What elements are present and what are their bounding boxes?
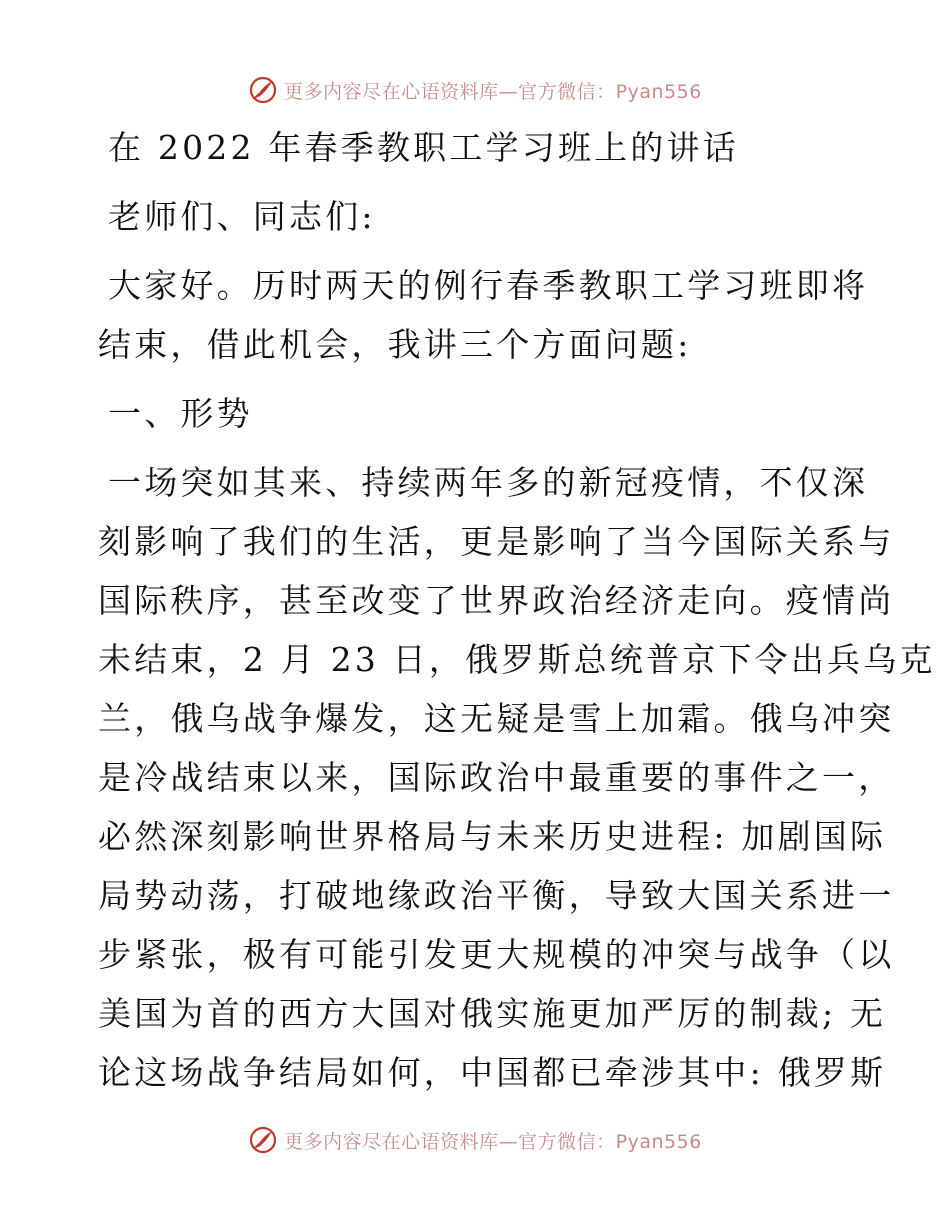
watermark-text: 更多内容尽在心语资料库—官方微信：Pyan556 <box>284 1130 702 1153</box>
paragraph-line: 兰，俄乌战争爆发，这无疑是雪上加霜。俄乌冲突 <box>98 699 895 738</box>
salutation: 老师们、同志们: <box>108 197 376 236</box>
paragraph-line: 一场突如其来、持续两年多的新冠疫情，不仅深 <box>108 463 869 502</box>
document-title: 在 2022 年春季教职工学习班上的讲话 <box>108 128 739 167</box>
paragraph-line: 是冷战结束以来，国际政治中最重要的事件之一， <box>98 758 895 797</box>
paragraph-line: 局势动荡，打破地缘政治平衡，导致大国关系进一 <box>98 876 895 915</box>
paragraph-line: 必然深刻影响世界格局与未来历史进程: 加剧国际 <box>98 817 887 856</box>
paragraph-line: 步紧张，极有可能引发更大规模的冲突与战争（以 <box>98 935 895 974</box>
paragraph-line: 大家好。历时两天的例行春季教职工学习班即将 <box>108 266 869 305</box>
document-body <box>98 118 936 1102</box>
paragraph-line: 刻影响了我们的生活，更是影响了当今国际关系与 <box>98 522 895 561</box>
paragraph-situation <box>98 453 936 1102</box>
quill-pen-logo-icon <box>248 75 278 105</box>
paragraph-line: 论这场战争结局如何，中国都已牵涉其中: 俄罗斯 <box>98 1053 887 1092</box>
paragraph-line: 国际秩序，甚至改变了世界政治经济走向。疫情尚 <box>98 581 895 620</box>
watermark-text: 更多内容尽在心语资料库—官方微信：Pyan556 <box>284 80 702 103</box>
paragraph-line: 结束，借此机会，我讲三个方面问题: <box>98 325 692 364</box>
paragraph-line: 未结束，2 月 23 日，俄罗斯总统普京下令出兵乌克 <box>98 640 936 679</box>
section-heading: 一、形势 <box>108 394 253 433</box>
paragraph-greeting <box>98 256 869 374</box>
header-watermark <box>0 70 950 110</box>
footer-watermark <box>0 1120 950 1160</box>
paragraph-line: 美国为首的西方大国对俄实施更加严厉的制裁; 无 <box>98 994 887 1033</box>
quill-pen-logo-icon <box>248 1125 278 1155</box>
